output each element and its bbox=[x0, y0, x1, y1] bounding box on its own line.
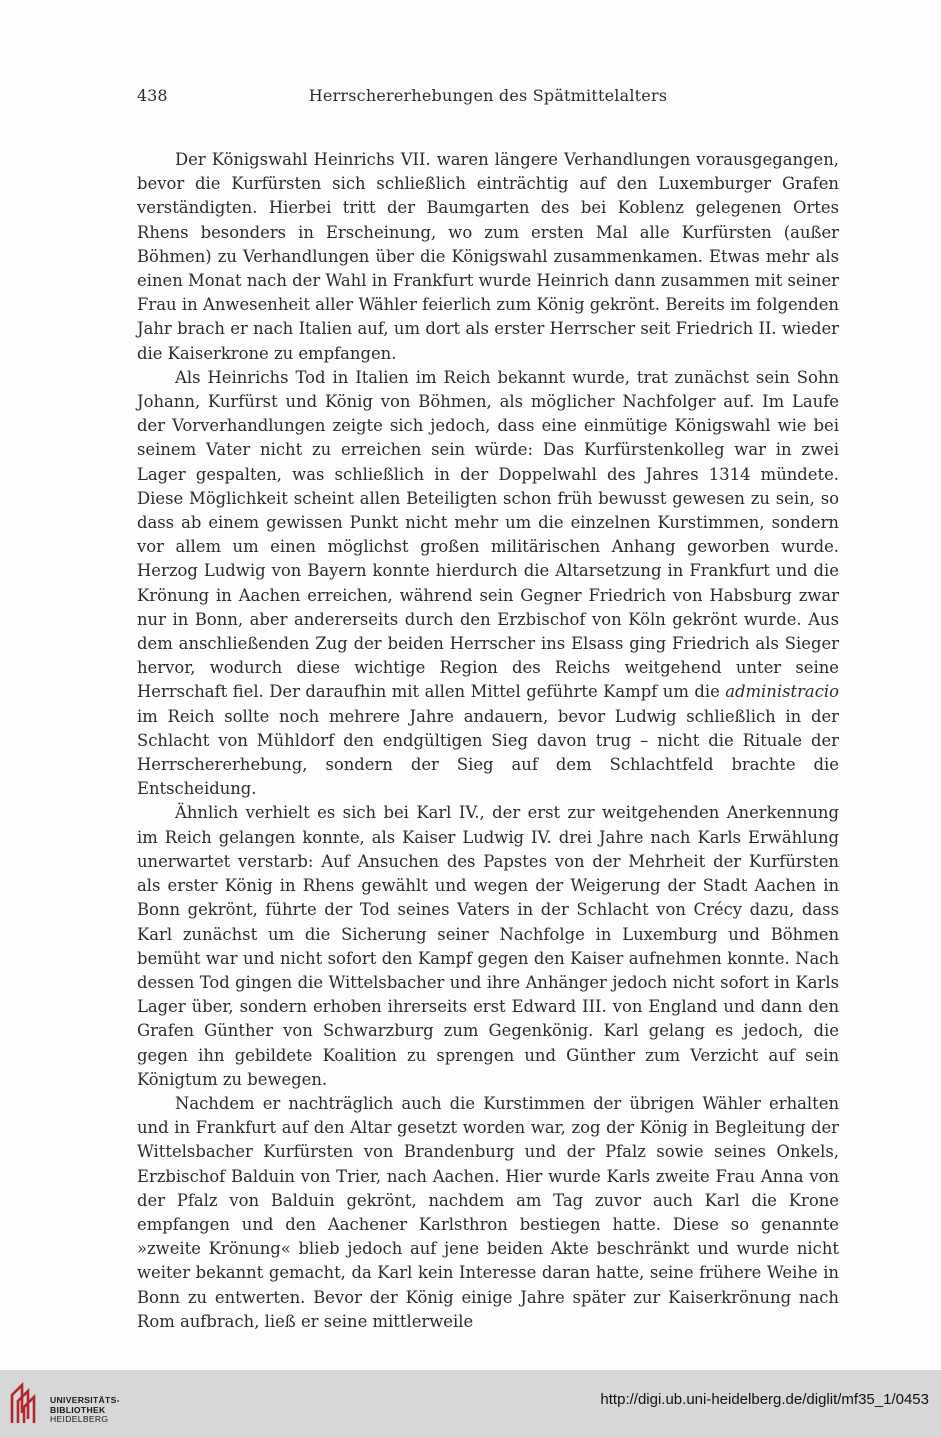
paragraph-2-text-after: im Reich sollte noch mehrere Jahre andauern, bevor Ludwig schließlich in der Schlacht von Mühldorf den endgültigen Sieg davon trug – nicht die Rituale der Herrschererhebung, sondern der Sieg auf dem Schlachtfeld brachte die Entscheidung. bbox=[137, 706, 839, 799]
running-head bbox=[137, 86, 839, 112]
library-logo-line3: HEIDELBERG bbox=[50, 1414, 109, 1425]
paragraph-2-emphasis: administracio bbox=[725, 682, 839, 702]
paragraph-2-text-before: Als Heinrichs Tod in Italien im Reich bekannt wurde, trat zunächst sein Sohn Johann, Kurfürst und König von Böhmen, als möglicher Nachfolger auf. Im Laufe der Vorverhandlungen zeigte sich jedoch, dass eine einmütige Königswahl wie bei seinem Vater nicht zu erreichen sein würde: Das Kurfürstenkolleg war in zwei Lager gespalten, was schließlich in der Doppelwahl des Jahres 1314 mündete. Diese Möglichkeit scheint allen Beteiligten schon früh bewusst gewesen zu sein, so dass ab einem gewissen Punkt nicht mehr um die einzelnen Kurstimmen, sondern vor allem um einen möglichst großen militärischen Anhang geworben wurde. Herzog Ludwig von Bayern konnte hierdurch die Altarsetzung in Frankfurt und die Krönung in Aachen erreichen, während sein Gegner Friedrich von Habsburg zwar nur in Bonn, aber andererseits durch den Erzbischof von Köln gekrönt wurde. Aus dem anschließenden Zug der beiden Herrscher ins Elsass ging Friedrich als Sieger hervor, wodurch diese wichtige Region des Reichs weitgehend unter seine Herrschaft fiel. Der daraufhin mit allen Mittel geführte Kampf um die bbox=[137, 367, 839, 702]
paragraph-1: Der Königswahl Heinrichs VII. waren längere Verhandlungen vorausgegangen, bevor die Kurfürsten sich schließlich einträchtig auf den Luxemburger Grafen verständigten. Hierbei tritt der Baumgarten des bei Koblenz gelegenen Ortes Rhens besonders in Erscheinung, wo zum ersten Mal alle Kurfürsten (außer Böhmen) zu Verhandlungen über die Königswahl zusammenkamen. Etwas mehr als einen Monat nach der Wahl in Frankfurt wurde Heinrich dann zusammen mit seiner Frau in Anwesenheit aller Wähler feierlich zum König gekrönt. Bereits im folgenden Jahr brach er nach Italien auf, um dort als erster Herrscher seit Friedrich II. wieder die Kaiserkrone zu empfangen. bbox=[137, 150, 839, 363]
footer-bar bbox=[0, 1370, 941, 1437]
body-text bbox=[137, 148, 839, 1334]
permalink-url[interactable]: http://digi.ub.uni-heidelberg.de/diglit/mf35_1/0453 bbox=[600, 1391, 929, 1408]
paragraph-2 bbox=[137, 366, 839, 802]
running-title: Herrschererhebungen des Spätmittelalters bbox=[308, 86, 668, 105]
paragraph-3: Ähnlich verhielt es sich bei Karl IV., der erst zur weitgehenden Anerkennung im Reich gelangen konnte, als Kaiser Ludwig IV. drei Jahre nach Karls Erwählung unerwartet verstarb: Auf Ansuchen des Papstes von der Mehrheit der Kurfürsten als erster König in Rhens gewählt und wegen der Weigerung der Stadt Aachen in Bonn gekrönt, führte der Tod seines Vaters in der Schlacht von Crécy dazu, dass Karl zunächst um die Sicherung seiner Nachfolge in Luxemburg und Böhmen bemüht war und nicht sofort den Kampf gegen den Kaiser aufnehmen konnte. Nach dessen Tod gingen die Wittelsbacher und ihre Anhänger jedoch nicht sofort in Karls Lager über, sondern erhoben ihrerseits erst Edward III. von England und dann den Grafen Günther von Schwarzburg zum Gegenkönig. Karl gelang es jedoch, die gegen ihn gebildete Koalition zu sprengen und Günther zum Verzicht auf sein Königtum zu bewegen. bbox=[137, 803, 839, 1089]
library-logo-line1: UNIVERSITÄTS- bbox=[50, 1395, 120, 1405]
library-logo-line2: BIBLIOTHEK bbox=[50, 1404, 106, 1415]
paragraph-4: Nachdem er nachträglich auch die Kurstimmen der übrigen Wähler erhalten und in Frankfurt auf den Altar gesetzt worden war, zog der König in Begleitung der Wittelsbacher Kurfürsten von Brandenburg und der Pfalz sowie seines Onkels, Erzbischof Balduin von Trier, nach Aachen. Hier wurde Karls zweite Frau Anna von der Pfalz von Balduin gekrönt, nachdem am Tag zuvor auch Karl die Krone empfangen und den Aachener Karlsthron bestiegen hatte. Diese so genannte »zweite Krönung« blieb jedoch auf jene beiden Akte beschränkt und wurde nicht weiter bekannt gemacht, da Karl kein Interesse daran hatte, seine frühere Weihe in Bonn zu entwerten. Bevor der König einige Jahre später zur Kaiserkrönung nach Rom aufbrach, ließ er seine mittlerweile bbox=[137, 1093, 839, 1331]
library-logo-text bbox=[50, 1396, 120, 1425]
page-number: 438 bbox=[137, 86, 168, 105]
library-logo-icon bbox=[8, 1379, 42, 1427]
library-logo[interactable] bbox=[8, 1379, 138, 1427]
